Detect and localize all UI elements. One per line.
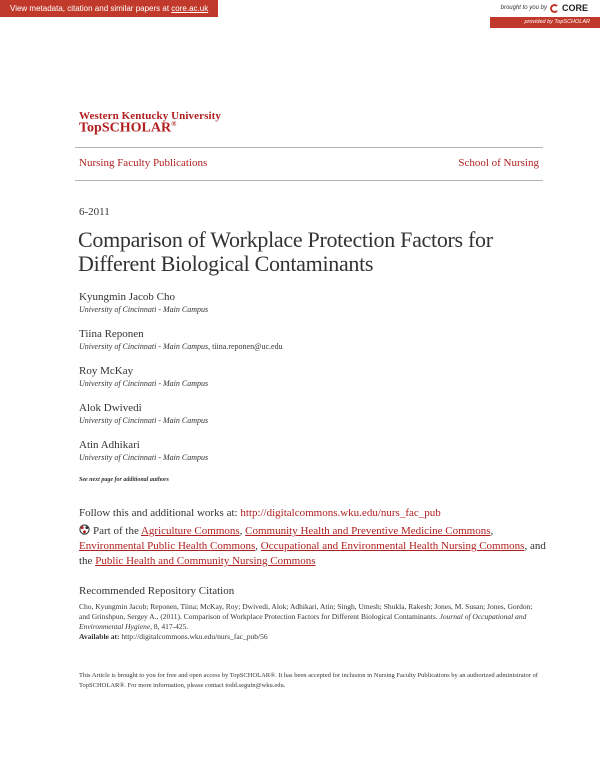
- divider-top: [75, 147, 543, 148]
- access-disclaimer: This Article is brought to you for free and open access by TopSCHOLAR®. It has been accepted for inclusion in Nursing Faculty Publications by an authorized administrator of TopSCHOLAR®. For more information, please contact todd.seguin@wku.edu.: [79, 672, 538, 689]
- author-entry: [79, 327, 539, 352]
- author-name: Atin Adhikari: [79, 439, 140, 451]
- core-view-text: View metadata, citation and similar papers at: [10, 4, 172, 13]
- core-banner: [0, 0, 600, 25]
- author-list: [79, 290, 539, 475]
- author-name: Tiina Reponen: [79, 328, 144, 340]
- institution-block: [79, 110, 221, 137]
- registered-mark: ®: [171, 120, 177, 128]
- institution-name: Western Kentucky University: [79, 110, 222, 122]
- affiliation-text: University of Cincinnati - Main Campus: [79, 305, 209, 314]
- citation-volume: , 8, 417-425.: [150, 622, 189, 631]
- citation-authors: Cho, Kyungmin Jacob; Reponen, Tiina; McKay, Roy; Dwivedi, Alok; Adhikari, Atin; Singh, Umesh; Shukla, Rakesh; Jones, M. Susan; Jones, Gordon; and Grinshpun, Sergey A., (2011). Comparison of Workplace Protection Factors for Different Biological Contaminants.: [79, 602, 533, 621]
- separator: ,: [239, 525, 246, 537]
- collection-link[interactable]: http://digitalcommons.wku.edu/nurs_fac_pub: [240, 507, 441, 519]
- author-entry: [79, 364, 539, 389]
- recommended-citation-heading: Recommended Repository Citation: [79, 585, 235, 597]
- core-logo-text: CORE: [561, 3, 588, 13]
- publication-date: 6-2011: [79, 206, 110, 218]
- author-affiliation: [79, 304, 539, 315]
- affiliation-text: University of Cincinnati - Main Campus: [79, 453, 209, 462]
- commons-network-icon: [79, 524, 90, 535]
- provided-by-bar[interactable]: provided by TopSCHOLAR: [490, 17, 600, 28]
- brought-by-text: brought to you by: [500, 5, 547, 11]
- author-entry: [79, 438, 539, 463]
- occupational-nursing-commons-link[interactable]: Occupational and Environmental Health Nursing Commons: [260, 540, 525, 552]
- separator: ,: [490, 525, 494, 537]
- citation-journal: Journal of Occupational and Environmental Hygiene: [79, 612, 527, 631]
- separator: ,: [255, 540, 261, 552]
- citation-text: [79, 602, 544, 642]
- paper-title: Comparison of Workplace Protection Factors for Different Biological Contaminants: [78, 227, 493, 276]
- author-name: Alok Dwivedi: [79, 402, 142, 414]
- affiliation-text: University of Cincinnati - Main Campus: [79, 379, 209, 388]
- author-name: Kyungmin Jacob Cho: [79, 291, 175, 303]
- author-entry: [79, 290, 539, 315]
- community-health-commons-link[interactable]: Community Health and Preventive Medicine Commons: [245, 525, 491, 537]
- core-logo-icon: [550, 4, 559, 13]
- divider-bottom: [75, 180, 543, 181]
- author-name: Roy McKay: [79, 365, 134, 377]
- available-url[interactable]: http://digitalcommons.wku.edu/nurs_fac_pub/56: [119, 632, 268, 641]
- available-label: Available at:: [79, 632, 120, 641]
- author-affiliation: [79, 452, 539, 463]
- follow-line: [79, 507, 549, 519]
- repository-label: TopSCHOLAR: [79, 120, 172, 136]
- part-of-prefix: Part of the: [93, 525, 141, 537]
- public-health-nursing-commons-link[interactable]: Public Health and Community Nursing Commons: [95, 555, 316, 567]
- separator: , and the: [79, 540, 546, 567]
- author-affiliation: [79, 341, 539, 352]
- affiliation-text: University of Cincinnati - Main Campus: [79, 342, 209, 351]
- environmental-health-commons-link[interactable]: Environmental Public Health Commons: [79, 540, 256, 552]
- series-link[interactable]: Nursing Faculty Publications: [79, 157, 208, 169]
- repository-name: [79, 120, 221, 137]
- core-link[interactable]: core.ac.uk: [171, 4, 209, 13]
- core-metadata-bar[interactable]: [0, 0, 218, 17]
- author-email[interactable]: , tiina.reponen@uc.edu: [208, 342, 283, 351]
- series-row: [79, 157, 539, 169]
- follow-text: Follow this and additional works at:: [79, 507, 241, 519]
- core-brought-by[interactable]: [501, 3, 588, 13]
- agriculture-commons-link[interactable]: Agriculture Commons: [140, 525, 240, 537]
- see-next-page-note: See next page for additional authors: [79, 477, 169, 483]
- affiliation-text: University of Cincinnati - Main Campus: [79, 416, 209, 425]
- department-link[interactable]: School of Nursing: [458, 157, 539, 169]
- author-affiliation: [79, 378, 539, 389]
- part-of-commons: [79, 524, 549, 569]
- author-entry: [79, 401, 539, 426]
- author-affiliation: [79, 415, 539, 426]
